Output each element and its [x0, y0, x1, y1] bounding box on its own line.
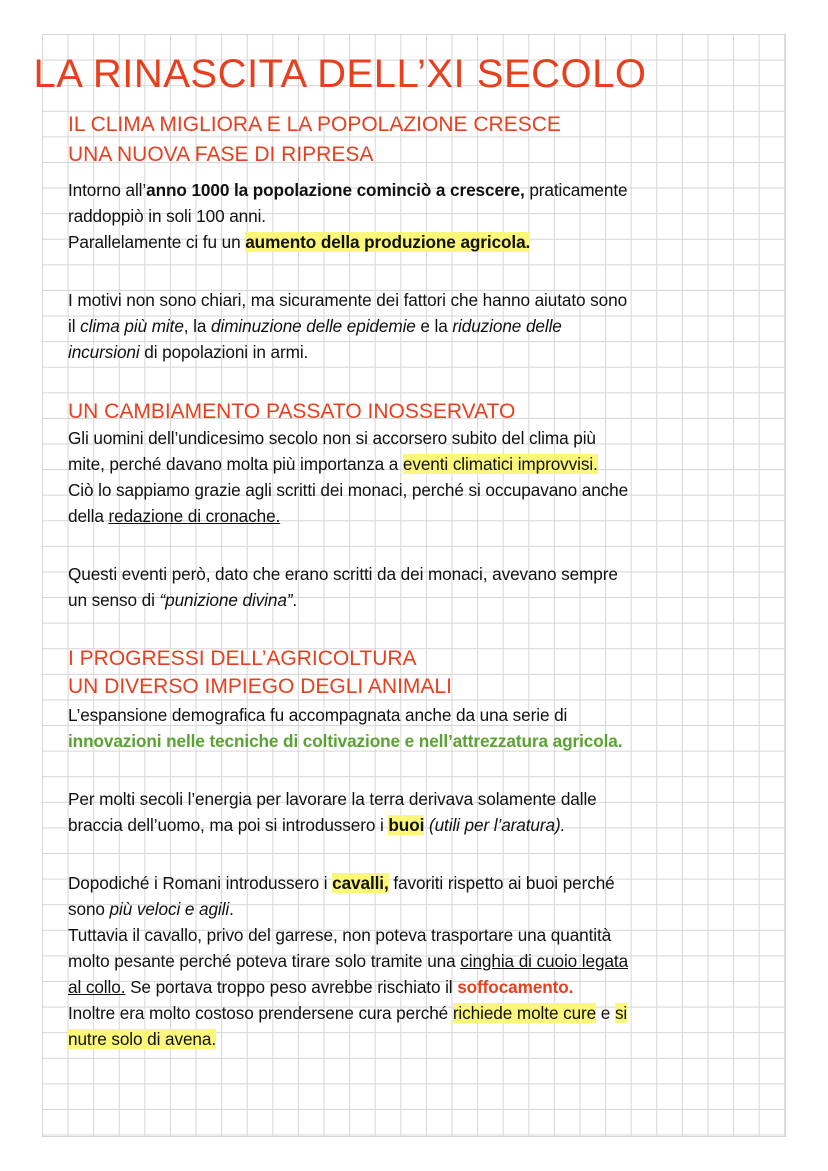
section-heading: UN CAMBIAMENTO PASSATO INOSSERVATO: [68, 400, 516, 423]
paragraph-line: Dopodiché i Romani introdussero i cavalli, favoriti rispetto ai buoi perché: [68, 873, 615, 893]
paragraph-line: Parallelamente ci fu un aumento della produzione agricola.: [68, 232, 531, 252]
paragraph-line: molto pesante perché poteva tirare solo tramite una cinghia di cuoio legata: [68, 951, 629, 971]
underlined-text: al collo.: [68, 977, 126, 997]
section-heading: I PROGRESSI DELL’AGRICOLTURA: [68, 647, 417, 670]
page-title: LA RINASCITA DELL’XI SECOLO: [33, 52, 647, 96]
section-subheading: UN DIVERSO IMPIEGO DEGLI ANIMALI: [68, 675, 452, 698]
highlighted-text: si: [614, 1003, 628, 1023]
paragraph-line: al collo. Se portava troppo peso avrebbe rischiato il soffocamento.: [68, 977, 574, 997]
highlighted-text: richiede molte cure: [452, 1003, 597, 1023]
underlined-text: redazione di cronache.: [108, 506, 281, 526]
highlighted-text: eventi climatici improvvisi.: [402, 454, 598, 474]
red-emphasis-text: soffocamento.: [457, 977, 574, 997]
paragraph-line: Gli uomini dell’undicesimo secolo non si accorsero subito del clima più: [68, 428, 596, 448]
paragraph-line: Intorno all’anno 1000 la popolazione cominciò a crescere, praticamente: [68, 180, 628, 200]
section-heading: IL CLIMA MIGLIORA E LA POPOLAZIONE CRESCE: [68, 113, 561, 136]
paragraph-line: il clima più mite, la diminuzione delle epidemie e la riduzione delle: [68, 316, 562, 336]
paragraph-line: Per molti secoli l’energia per lavorare la terra derivava solamente dalle: [68, 789, 597, 809]
paragraph-line: sono più veloci e agili.: [68, 899, 234, 919]
paragraph-line: braccia dell’uomo, ma poi si introdussero i buoi (utili per l’aratura).: [68, 815, 566, 835]
paragraph-line: L’espansione demografica fu accompagnata anche da una serie di: [68, 705, 568, 725]
green-emphasis-line: innovazioni nelle tecniche di coltivazione e nell’attrezzatura agricola.: [68, 731, 623, 751]
paragraph-line: Tuttavia il cavallo, privo del garrese, non poteva trasportare una quantità: [68, 925, 612, 945]
paragraph-line: della redazione di cronache.: [68, 506, 281, 526]
highlighted-text: nutre solo di avena.: [68, 1029, 217, 1049]
paragraph-line: [68, 1029, 216, 1050]
paragraph-line: raddoppiò in soli 100 anni.: [68, 206, 266, 226]
paragraph-line: mite, perché davano molta più importanza a eventi climatici improvvisi.: [68, 454, 598, 474]
highlighted-text: aumento della produzione agricola.: [245, 232, 531, 252]
paragraph-line: un senso di “punizione divina”.: [68, 590, 298, 610]
paragraph-line: I motivi non sono chiari, ma sicuramente dei fattori che hanno aiutato sono: [68, 290, 628, 310]
paragraph-line: Inoltre era molto costoso prendersene cura perché richiede molte cure e si: [68, 1003, 628, 1023]
highlighted-text: buoi: [388, 815, 425, 835]
underlined-text: cinghia di cuoio legata: [460, 951, 629, 971]
paragraph-line: Questi eventi però, dato che erano scritti da dei monaci, avevano sempre: [68, 564, 618, 584]
paragraph-line: Ciò lo sappiamo grazie agli scritti dei monaci, perché si occupavano anche: [68, 480, 629, 500]
paragraph-line: incursioni di popolazioni in armi.: [68, 342, 309, 362]
section-subheading: UNA NUOVA FASE DI RIPRESA: [68, 143, 374, 166]
highlighted-text: cavalli,: [332, 873, 389, 893]
